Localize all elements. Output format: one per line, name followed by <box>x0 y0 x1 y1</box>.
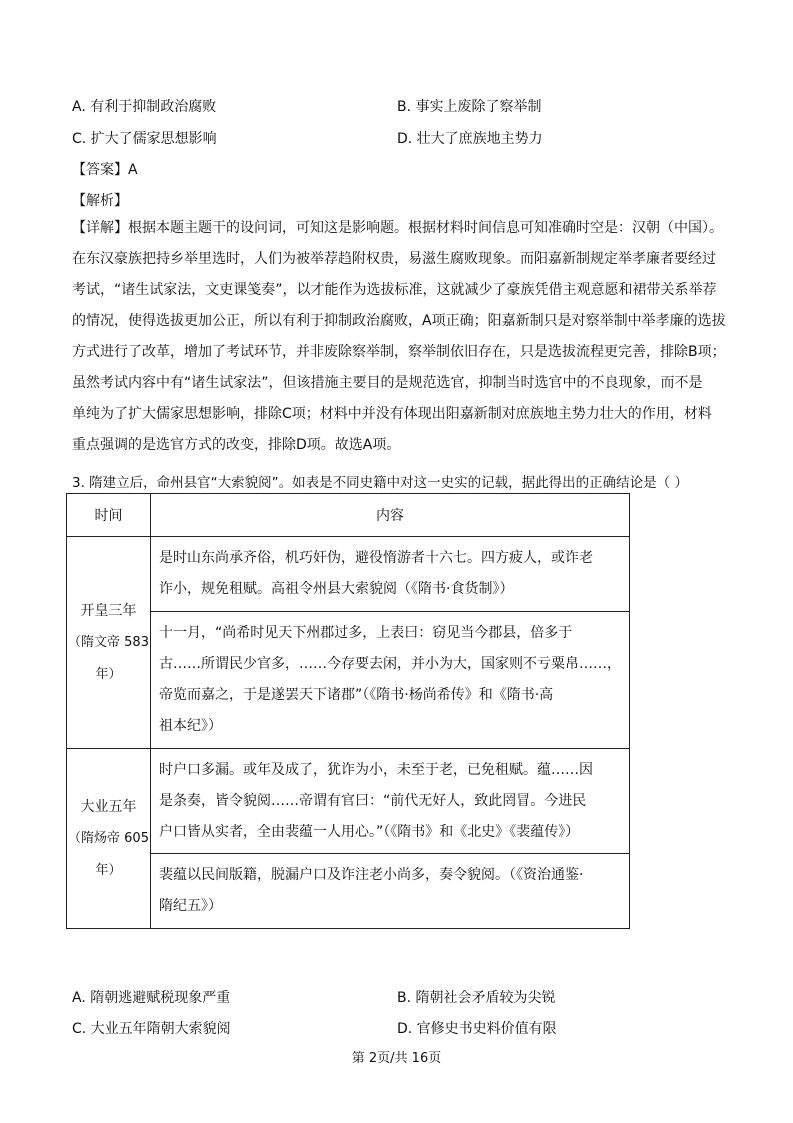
content-line: 诈小，规免租赋。高祖令州县大索貌阅（《隋书·食货制》） <box>159 581 514 597</box>
q3-option-a: A. 隋朝逃避赋税现象严重 <box>72 990 231 1006</box>
content-line: 帝览而嘉之，于是遂罢天下诸郡”（《隋书·杨尚希传》和《隋书·高 <box>159 687 554 703</box>
row1-content-2 <box>151 612 630 749</box>
table-header-row <box>67 494 630 537</box>
row2-content-2 <box>151 854 630 929</box>
detail-line: 【详解】根据本题主题干的设问词，可知这是影响题。根据材料时间信息可知准确时空是：汉朝（中国）。 <box>72 220 723 236</box>
table-row <box>67 854 630 929</box>
header-time: 时间 <box>67 494 151 537</box>
detail-line: 在东汉豪族把持乡举里选时，人们为被举荐趋附权贵，易滋生腐败现象。而阳嘉新制规定举孝廉者要经过 <box>72 251 716 267</box>
q3-stem: 3. 隋建立后，命州县官“大索貌阅”。如表是不同史籍中对这一史实的记载，据此得出的正确结论是（ ） <box>72 475 688 491</box>
time-year: （隋炀帝 605 年） <box>68 830 149 878</box>
content-line: 古……所谓民少官多，……今存要去闲，并小为大，国家则不亏粟帛……， <box>159 656 621 672</box>
content-line: 裴蕴以民间版籍，脱漏户口及诈注老小尚多，奏令貌阅。（《资治通鉴· <box>159 867 584 883</box>
q3-option-d: D. 官修史书史料价值有限 <box>397 1021 557 1037</box>
row2-time <box>67 749 151 929</box>
time-name: 大业五年 <box>80 798 137 815</box>
content-line: 时户口多漏。或年及成了，犹诈为小，未至于老，已免租赋。蕴……因 <box>159 762 593 778</box>
row1-time <box>67 537 151 749</box>
content-line: 是条奏，皆令貌阅……帝谓有官曰：“前代无好人，致此罔冒。今进民 <box>159 793 587 809</box>
detail-line: 的情况，使得选拔更加公正，所以有利于抑制政治腐败，A项正确；阳嘉新制只是对察举制中举孝廉的选拔 <box>72 313 726 329</box>
row2-content-1 <box>151 749 630 854</box>
q2-option-d: D. 壮大了庶族地主势力 <box>397 131 543 147</box>
content-line: 隋纪五》） <box>159 898 222 914</box>
detail-line: 考试，“诸生试家法，文吏课笺奏”，以才能作为选拔标准，这就减少了豪族凭借主观意愿和裙带关系举荐 <box>72 282 717 298</box>
header-content: 内容 <box>151 494 630 537</box>
content-line: 祖本纪》） <box>159 718 222 734</box>
q2-option-b: B. 事实上废除了察举制 <box>397 99 542 115</box>
content-line: 十一月，“尚希时见天下州郡过多，上表曰：窃见当今郡县，倍多于 <box>159 625 573 641</box>
table-row <box>67 612 630 749</box>
table-row <box>67 537 630 612</box>
q2-option-c: C. 扩大了儒家思想影响 <box>72 131 217 147</box>
row1-content-1 <box>151 537 630 612</box>
analysis-label: 【解析】 <box>72 193 128 209</box>
detail-line: 重点强调的是选官方式的改变，排除D项。故选A项。 <box>72 437 401 453</box>
detail-line: 虽然考试内容中有“诸生试家法”，但该措施主要目的是规范选官，抑制当时选官中的不良现象，而不是 <box>72 375 703 391</box>
time-year: （隋文帝 583 年） <box>68 634 149 682</box>
answer-line: 【答案】A <box>72 162 138 178</box>
time-name: 开皇三年 <box>80 602 137 619</box>
q3-option-c: C. 大业五年隋朝大索貌阅 <box>72 1021 231 1037</box>
content-line: 是时山东尚承齐俗，机巧奸伪，避役惰游者十六七。四方疲人，或诈老 <box>159 550 593 566</box>
detail-line: 单纯为了扩大儒家思想影响，排除C项；材料中并没有体现出阳嘉新制对庶族地主势力壮大的作用，材料 <box>72 406 712 422</box>
content-line: 户口皆从实者，全由裴蕴一人用心。”（《隋书》和《北史》《裴蕴传》） <box>159 824 580 840</box>
detail-line: 方式进行了改革，增加了考试环节，并非废除察举制，察举制依旧存在，只是选拔流程更完善，排除B项； <box>72 344 726 360</box>
q2-option-a: A. 有利于抑制政治腐败 <box>72 99 217 115</box>
page-footer: 第 2页/共 16页 <box>351 1051 442 1066</box>
table-row <box>67 749 630 854</box>
records-table <box>66 493 630 929</box>
q3-option-b: B. 隋朝社会矛盾较为尖锐 <box>397 990 556 1006</box>
detail-paragraph <box>72 213 732 461</box>
